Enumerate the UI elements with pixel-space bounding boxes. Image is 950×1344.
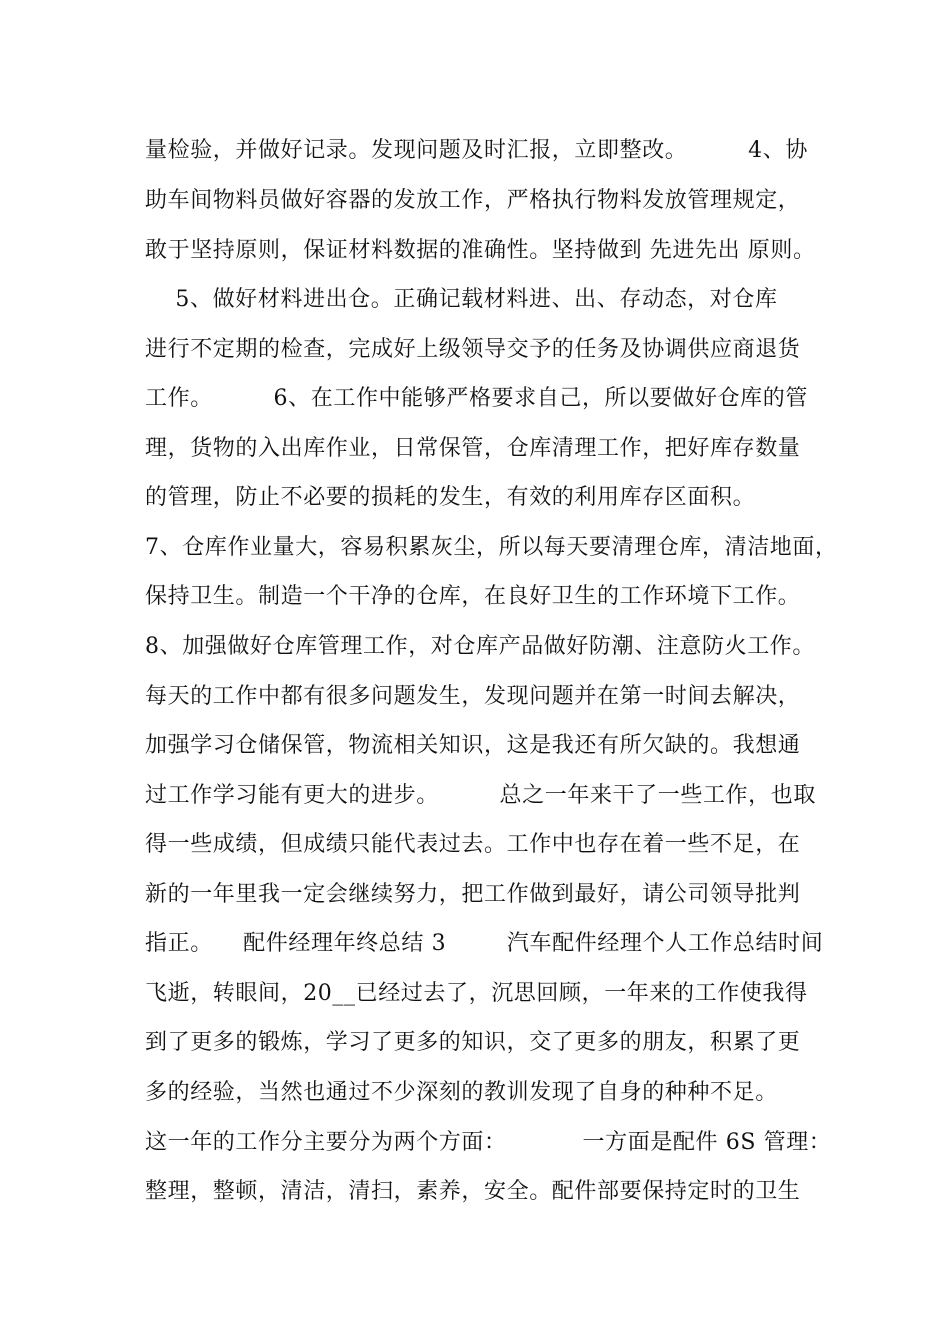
text-line: 保持卫生。制造一个干净的仓库，在良好卫生的工作环境下工作。: [145, 584, 801, 609]
text-line: 加强学习仓储保管，物流相关知识，这是我还有所欠缺的。我想通: [145, 733, 801, 758]
text-line: 量检验，并做好记录。发现问题及时汇报，立即整改。 4、协: [145, 138, 808, 163]
text-line: 新的一年里我一定会继续努力，把工作做到最好，请公司领导批判: [145, 882, 801, 907]
text-line: 多的经验，当然也通过不少深刻的教训发现了自身的种种不足。: [145, 1080, 778, 1105]
text-line: 理，货物的入出库作业，日常保管，仓库清理工作，把好库存数量: [145, 436, 801, 461]
text-line: 指正。 配件经理年终总结 3 汽车配件经理个人工作总结时间: [145, 931, 824, 956]
text-line: 的管理，防止不必要的损耗的发生，有效的利用库存区面积。: [145, 485, 756, 510]
text-line: 这一年的工作分主要分为两个方面： 一方面是配件 6S 管理：: [145, 1130, 832, 1155]
text-line: 每天的工作中都有很多问题发生，发现问题并在第一时间去解决，: [145, 684, 801, 709]
text-line: 得一些成绩，但成绩只能代表过去。工作中也存在着一些不足，在: [145, 832, 801, 857]
text-line: 到了更多的锻炼，学习了更多的知识，交了更多的朋友，积累了更: [145, 1030, 801, 1055]
text-line: 整理，整顿，清洁，清扫，素养，安全。配件部要保持定时的卫生: [145, 1179, 801, 1204]
text-line: 助车间物料员做好容器的发放工作，严格执行物料发放管理规定，: [145, 188, 801, 213]
text-line: 过工作学习能有更大的进步。 总之一年来干了一些工作，也取: [145, 783, 816, 808]
text-line: 飞逝，转眼间，20__已经过去了，沉思回顾，一年来的工作使我得: [145, 981, 808, 1006]
text-line: 7、仓库作业量大，容易积累灰尘，所以每天要清理仓库，清洁地面，: [145, 535, 838, 560]
text-line: 进行不定期的检查，完成好上级领导交予的任务及协调供应商退货: [145, 337, 801, 362]
text-line: 敢于坚持原则，保证材料数据的准确性。坚持做到 先进先出 原则。: [145, 238, 816, 263]
text-line: 5、做好材料进出仓。正确记载材料进、出、存动态，对仓库: [145, 287, 778, 312]
text-line: 8、加强做好仓库管理工作，对仓库产品做好防潮、注意防火工作。: [145, 634, 815, 659]
text-line: 工作。 6、在工作中能够严格要求自己，所以要做好仓库的管: [145, 386, 808, 411]
